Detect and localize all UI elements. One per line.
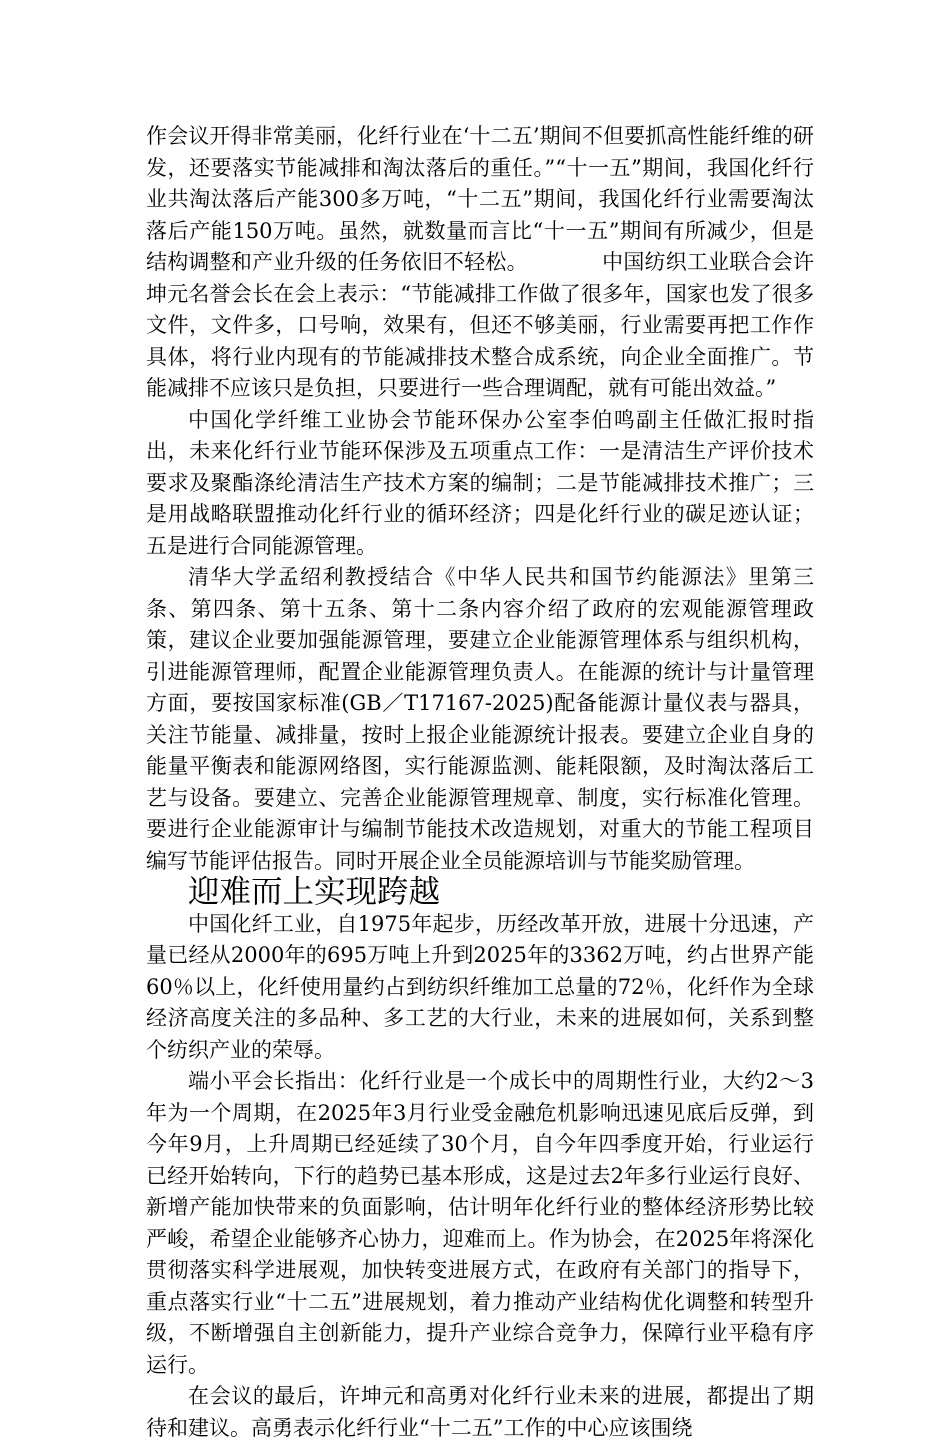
paragraph-meng-shaoli-energy-law: 清华大学孟绍利教授结合《中华人民共和国节约能源法》里第三条、第四条、第十五条、第十二条内容介绍了政府的宏观能源管理政策，建议企业要加强能源管理，要建立企业能源管理体系与组织机构，引进能源管理师，配置企业能源管理负责人。在能源的统计与计量管理方面，要按国家标准(GB／T17167-2025)配备能源计量仪表与器具，关注节能量、减排量，按时上报企业能源统计报表。要建立企业自身的能量平衡表和能源网络图，实行能源监测、能耗限额，及时淘汰落后工艺与设备。要建立、完善企业能源管理规章、制度，实行标准化管理。要进行企业能源审计与编制节能技术改造规划，对重大的节能工程项目编写节能评估报告。同时开展企业全员能源培训与节能奖励管理。 [146,565,814,873]
paragraph-industry-growth: 中国化纤工业，自1975年起步，历经改革开放，进展十分迅速，产量已经从2000年的695万吨上升到2025年的3362万吨，约占世界产能60％以上，化纤使用量约占到纺织纤维加工总量的72％，化纤作为全球经济高度关注的多品种、多工艺的大行业，未来的进展如何，关系到整个纺织产业的荣辱。 [146,911,814,1062]
paragraph-meeting-closing: 在会议的最后，许坤元和高勇对化纤行业未来的进展，都提出了期待和建议。高勇表示化纤行业“十二五”工作的中心应该围绕 [146,1384,814,1440]
paragraph-meeting-continuation: 作会议开得非常美丽，化纤行业在‘十二五’期间不但要抓高性能纤维的研发，还要落实节能减排和淘汰落后的重任。”“十一五”期间，我国化纤行业共淘汰落后产能300多万吨，“十二五”期间，我国化纤行业需要淘汰落后产能150万吨。虽然，就数量而言比“十一五”期间有所减少，但是结构调整和产业升级的任务依旧不轻松。 中国纺织工业联合会许坤元名誉会长在会上表示：“节能减排工作做了很多年，国家也发了很多文件，文件多，口号响，效果有，但还不够美丽，行业需要再把工作作具体，将行业内现有的节能减排技术整合成系统，向企业全面推广。节能减排不应该只是负担，只要进行一些合理调配，就有可能出效益。” [146,124,814,400]
section-heading: 迎难而上实现跨越 [188,874,441,910]
document-page [146,121,814,1444]
paragraph-duan-xiaoping-remarks: 端小平会长指出：化纤行业是一个成长中的周期性行业，大约2～3年为一个周期，在2025年3月行业受金融危机影响迅速见底后反弹，到今年9月，上升周期已经延续了30个月，自今年四季度开始，行业运行已经开始转向，下行的趋势已基本形成，这是过去2年多行业运行良好、新增产能加快带来的负面影响，估计明年化纤行业的整体经济形势比较严峻，希望企业能够齐心协力，迎难而上。作为协会，在2025年将深化贯彻落实科学进展观，加快转变进展方式，在政府有关部门的指导下，重点落实行业“十二五”进展规划，着力推动产业结构优化调整和转型升级，不断增强自主创新能力，提升产业综合竞争力，保障行业平稳有序运行。 [146,1069,814,1377]
paragraph-li-boming-report: 中国化学纤维工业协会节能环保办公室李伯鸣副主任做汇报时指出，未来化纤行业节能环保涉及五项重点工作：一是清洁生产评价技术要求及聚酯涤纶清洁生产技术方案的编制；二是节能减排技术推广；三是用战略联盟推动化纤行业的循环经济；四是化纤行业的碳足迹认证；五是进行合同能源管理。 [146,407,814,558]
